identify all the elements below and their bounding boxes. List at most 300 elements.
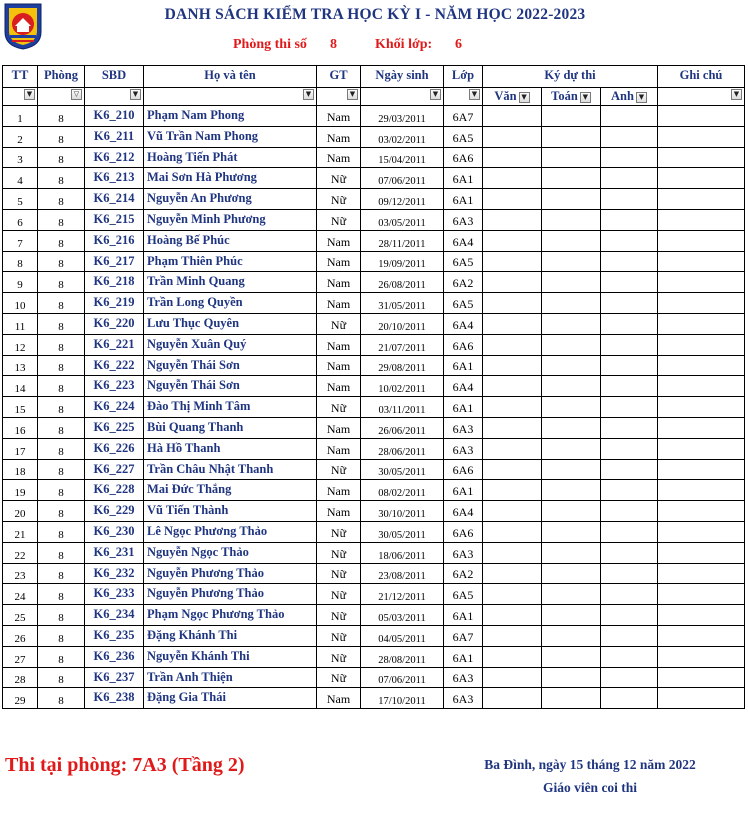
student-name: Nguyễn Minh Phương bbox=[144, 209, 317, 230]
gender: Nữ bbox=[317, 667, 361, 688]
filter-dropdown-icon[interactable]: ▼ bbox=[469, 89, 480, 100]
sign-toan-cell bbox=[542, 563, 601, 584]
class-name: 6A1 bbox=[444, 480, 483, 501]
room-number-cell: 8 bbox=[38, 438, 85, 459]
gender: Nữ bbox=[317, 168, 361, 189]
table-row bbox=[3, 459, 745, 480]
class-name: 6A6 bbox=[444, 521, 483, 542]
filter-dropdown-icon[interactable]: ▼ bbox=[24, 89, 35, 100]
table-row bbox=[3, 563, 745, 584]
student-name: Nguyễn Xuân Quý bbox=[144, 334, 317, 355]
gender: Nam bbox=[317, 230, 361, 251]
table-row bbox=[3, 646, 745, 667]
gender: Nữ bbox=[317, 646, 361, 667]
row-number: 27 bbox=[3, 646, 38, 667]
class-name: 6A7 bbox=[444, 625, 483, 646]
sign-van-cell bbox=[483, 106, 542, 127]
sign-toan-cell bbox=[542, 313, 601, 334]
sign-van-cell bbox=[483, 563, 542, 584]
header-ngay-sinh: Ngày sinh bbox=[361, 66, 444, 88]
class-name: 6A1 bbox=[444, 646, 483, 667]
sign-anh-cell bbox=[601, 646, 658, 667]
gender: Nữ bbox=[317, 189, 361, 210]
note-cell bbox=[658, 625, 745, 646]
table-row bbox=[3, 438, 745, 459]
date-of-birth: 21/12/2011 bbox=[361, 584, 444, 605]
row-number: 1 bbox=[3, 106, 38, 127]
room-number-cell: 8 bbox=[38, 397, 85, 418]
sign-van-cell bbox=[483, 542, 542, 563]
row-number: 15 bbox=[3, 397, 38, 418]
sign-toan-cell bbox=[542, 106, 601, 127]
student-name: Nguyễn Phương Thảo bbox=[144, 584, 317, 605]
sign-toan-cell bbox=[542, 438, 601, 459]
student-name: Đào Thị Minh Tâm bbox=[144, 397, 317, 418]
sign-anh-cell bbox=[601, 334, 658, 355]
date-of-birth: 08/02/2011 bbox=[361, 480, 444, 501]
note-cell bbox=[658, 147, 745, 168]
sign-anh-cell bbox=[601, 521, 658, 542]
note-cell bbox=[658, 584, 745, 605]
candidate-number: K6_234 bbox=[85, 605, 144, 626]
sign-toan-cell bbox=[542, 126, 601, 147]
row-number: 4 bbox=[3, 168, 38, 189]
gender: Nữ bbox=[317, 521, 361, 542]
row-number: 2 bbox=[3, 126, 38, 147]
table-row bbox=[3, 334, 745, 355]
subheader-toan: Toán ▼ bbox=[542, 88, 601, 106]
note-cell bbox=[658, 542, 745, 563]
date-of-birth: 15/04/2011 bbox=[361, 147, 444, 168]
note-cell bbox=[658, 521, 745, 542]
table-row bbox=[3, 376, 745, 397]
class-name: 6A6 bbox=[444, 334, 483, 355]
sign-toan-cell bbox=[542, 625, 601, 646]
date-of-birth: 30/10/2011 bbox=[361, 501, 444, 522]
table-row bbox=[3, 397, 745, 418]
note-cell bbox=[658, 251, 745, 272]
room-number-cell: 8 bbox=[38, 459, 85, 480]
table-row bbox=[3, 417, 745, 438]
student-name: Lưu Thục Quyên bbox=[144, 313, 317, 334]
class-name: 6A3 bbox=[444, 438, 483, 459]
row-number: 28 bbox=[3, 667, 38, 688]
filter-dropdown-icon[interactable]: ▼ bbox=[731, 89, 742, 100]
room-number-cell: 8 bbox=[38, 106, 85, 127]
table-row bbox=[3, 168, 745, 189]
table-row bbox=[3, 230, 745, 251]
room-number-cell: 8 bbox=[38, 313, 85, 334]
candidate-number: K6_225 bbox=[85, 417, 144, 438]
candidate-number: K6_232 bbox=[85, 563, 144, 584]
gender: Nữ bbox=[317, 209, 361, 230]
gender: Nam bbox=[317, 688, 361, 709]
date-of-birth: 30/05/2011 bbox=[361, 459, 444, 480]
candidate-number: K6_233 bbox=[85, 584, 144, 605]
sign-anh-cell bbox=[601, 293, 658, 314]
sign-toan-cell bbox=[542, 417, 601, 438]
candidate-number: K6_237 bbox=[85, 667, 144, 688]
sign-anh-cell bbox=[601, 667, 658, 688]
student-name: Trần Anh Thiện bbox=[144, 667, 317, 688]
table-row bbox=[3, 584, 745, 605]
room-number-cell: 8 bbox=[38, 542, 85, 563]
room-number-cell: 8 bbox=[38, 521, 85, 542]
date-of-birth: 10/02/2011 bbox=[361, 376, 444, 397]
room-number-cell: 8 bbox=[38, 126, 85, 147]
note-cell bbox=[658, 376, 745, 397]
sign-van-cell bbox=[483, 334, 542, 355]
sign-anh-cell bbox=[601, 688, 658, 709]
sign-anh-cell bbox=[601, 625, 658, 646]
date-of-birth: 21/07/2011 bbox=[361, 334, 444, 355]
student-name: Nguyễn Khánh Thi bbox=[144, 646, 317, 667]
table-row bbox=[3, 605, 745, 626]
gender: Nam bbox=[317, 501, 361, 522]
document-title: DANH SÁCH KIỂM TRA HỌC KỲ I - NĂM HỌC 2022-2023 bbox=[164, 6, 586, 23]
sign-anh-cell bbox=[601, 501, 658, 522]
header-ghi-chu: Ghi chú bbox=[658, 66, 745, 88]
filter-dropdown-icon[interactable]: ▼ bbox=[430, 89, 441, 100]
sign-anh-cell bbox=[601, 584, 658, 605]
candidate-number: K6_215 bbox=[85, 209, 144, 230]
gender: Nam bbox=[317, 147, 361, 168]
sign-van-cell bbox=[483, 480, 542, 501]
date-line: Ba Đình, ngày 15 tháng 12 năm 2022 bbox=[484, 757, 696, 772]
candidate-number: K6_216 bbox=[85, 230, 144, 251]
sign-anh-cell bbox=[601, 189, 658, 210]
sign-toan-cell bbox=[542, 168, 601, 189]
class-name: 6A3 bbox=[444, 209, 483, 230]
candidate-number: K6_210 bbox=[85, 106, 144, 127]
sign-toan-cell bbox=[542, 397, 601, 418]
sign-van-cell bbox=[483, 209, 542, 230]
note-cell bbox=[658, 438, 745, 459]
table-row bbox=[3, 480, 745, 501]
note-cell bbox=[658, 313, 745, 334]
student-name: Nguyễn Thái Sơn bbox=[144, 355, 317, 376]
gender: Nam bbox=[317, 355, 361, 376]
date-of-birth: 30/05/2011 bbox=[361, 521, 444, 542]
table-row bbox=[3, 355, 745, 376]
date-of-birth: 28/08/2011 bbox=[361, 646, 444, 667]
filter-dropdown-icon[interactable]: ▼ bbox=[580, 92, 591, 103]
row-number: 14 bbox=[3, 376, 38, 397]
student-name: Vũ Tiến Thành bbox=[144, 501, 317, 522]
candidate-number: K6_218 bbox=[85, 272, 144, 293]
candidate-number: K6_230 bbox=[85, 521, 144, 542]
student-name: Phạm Thiên Phúc bbox=[144, 251, 317, 272]
note-cell bbox=[658, 230, 745, 251]
date-of-birth: 26/08/2011 bbox=[361, 272, 444, 293]
sign-van-cell bbox=[483, 147, 542, 168]
sign-anh-cell bbox=[601, 563, 658, 584]
gender: Nam bbox=[317, 106, 361, 127]
filter-cell-gt bbox=[317, 88, 361, 106]
sign-van-cell bbox=[483, 313, 542, 334]
sign-anh-cell bbox=[601, 459, 658, 480]
candidate-number: K6_212 bbox=[85, 147, 144, 168]
date-of-birth: 28/06/2011 bbox=[361, 438, 444, 459]
filter-active-icon[interactable]: ▽ bbox=[71, 89, 82, 100]
sign-anh-cell bbox=[601, 605, 658, 626]
sign-van-cell bbox=[483, 584, 542, 605]
table-row bbox=[3, 521, 745, 542]
gender: Nam bbox=[317, 293, 361, 314]
sign-van-cell bbox=[483, 688, 542, 709]
date-of-birth: 28/11/2011 bbox=[361, 230, 444, 251]
exam-room-note: Thi tại phòng: 7A3 (Tầng 2) bbox=[5, 754, 245, 776]
note-cell bbox=[658, 417, 745, 438]
subheader-anh: Anh ▼ bbox=[601, 88, 658, 106]
grade-number: 6 bbox=[455, 37, 462, 52]
row-number: 6 bbox=[3, 209, 38, 230]
gender: Nam bbox=[317, 417, 361, 438]
gender: Nữ bbox=[317, 605, 361, 626]
table-row bbox=[3, 293, 745, 314]
sign-anh-cell bbox=[601, 272, 658, 293]
note-cell bbox=[658, 501, 745, 522]
note-cell bbox=[658, 459, 745, 480]
sign-anh-cell bbox=[601, 397, 658, 418]
room-number-cell: 8 bbox=[38, 230, 85, 251]
note-cell bbox=[658, 272, 745, 293]
date-of-birth: 09/12/2011 bbox=[361, 189, 444, 210]
gender: Nữ bbox=[317, 625, 361, 646]
date-of-birth: 03/05/2011 bbox=[361, 209, 444, 230]
table-row bbox=[3, 272, 745, 293]
class-name: 6A1 bbox=[444, 397, 483, 418]
note-cell bbox=[658, 106, 745, 127]
sign-anh-cell bbox=[601, 542, 658, 563]
header-ky-du-thi: Ký dự thi bbox=[483, 66, 658, 88]
gender: Nam bbox=[317, 251, 361, 272]
row-number: 10 bbox=[3, 293, 38, 314]
gender: Nữ bbox=[317, 563, 361, 584]
row-number: 13 bbox=[3, 355, 38, 376]
gender: Nam bbox=[317, 438, 361, 459]
room-number: 8 bbox=[330, 37, 337, 52]
candidate-number: K6_220 bbox=[85, 313, 144, 334]
class-name: 6A6 bbox=[444, 459, 483, 480]
note-cell bbox=[658, 480, 745, 501]
sign-van-cell bbox=[483, 230, 542, 251]
sign-van-cell bbox=[483, 417, 542, 438]
class-name: 6A1 bbox=[444, 189, 483, 210]
candidate-number: K6_221 bbox=[85, 334, 144, 355]
student-name: Vũ Trần Nam Phong bbox=[144, 126, 317, 147]
note-cell bbox=[658, 189, 745, 210]
class-name: 6A4 bbox=[444, 230, 483, 251]
table-row bbox=[3, 542, 745, 563]
row-number: 9 bbox=[3, 272, 38, 293]
student-name: Phạm Ngọc Phương Thảo bbox=[144, 605, 317, 626]
candidate-number: K6_222 bbox=[85, 355, 144, 376]
date-of-birth: 18/06/2011 bbox=[361, 542, 444, 563]
date-of-birth: 05/03/2011 bbox=[361, 605, 444, 626]
class-name: 6A3 bbox=[444, 417, 483, 438]
filter-dropdown-icon[interactable]: ▼ bbox=[130, 89, 141, 100]
table-row bbox=[3, 625, 745, 646]
sign-van-cell bbox=[483, 293, 542, 314]
sign-van-cell bbox=[483, 126, 542, 147]
table-row bbox=[3, 313, 745, 334]
sign-toan-cell bbox=[542, 667, 601, 688]
class-name: 6A6 bbox=[444, 147, 483, 168]
filter-dropdown-icon[interactable]: ▼ bbox=[347, 89, 358, 100]
student-name: Bùi Quang Thanh bbox=[144, 417, 317, 438]
sign-van-cell bbox=[483, 521, 542, 542]
candidate-number: K6_223 bbox=[85, 376, 144, 397]
sign-toan-cell bbox=[542, 480, 601, 501]
class-name: 6A7 bbox=[444, 106, 483, 127]
sign-van-cell bbox=[483, 625, 542, 646]
student-name: Lê Ngọc Phương Thảo bbox=[144, 521, 317, 542]
header-sbd: SBD bbox=[85, 66, 144, 88]
candidate-number: K6_228 bbox=[85, 480, 144, 501]
table-row bbox=[3, 501, 745, 522]
gender: Nữ bbox=[317, 313, 361, 334]
note-cell bbox=[658, 688, 745, 709]
row-number: 18 bbox=[3, 459, 38, 480]
note-cell bbox=[658, 168, 745, 189]
sign-toan-cell bbox=[542, 189, 601, 210]
candidate-number: K6_238 bbox=[85, 688, 144, 709]
gender: Nữ bbox=[317, 397, 361, 418]
header-lop: Lớp bbox=[444, 66, 483, 88]
candidate-number: K6_219 bbox=[85, 293, 144, 314]
room-number-cell: 8 bbox=[38, 563, 85, 584]
date-of-birth: 04/05/2011 bbox=[361, 625, 444, 646]
note-cell bbox=[658, 563, 745, 584]
date-of-birth: 03/02/2011 bbox=[361, 126, 444, 147]
gender: Nam bbox=[317, 126, 361, 147]
sign-toan-cell bbox=[542, 542, 601, 563]
note-cell bbox=[658, 397, 745, 418]
class-name: 6A5 bbox=[444, 251, 483, 272]
student-name: Trần Long Quyền bbox=[144, 293, 317, 314]
room-number-cell: 8 bbox=[38, 147, 85, 168]
note-cell bbox=[658, 209, 745, 230]
sign-van-cell bbox=[483, 168, 542, 189]
school-crest-icon bbox=[2, 2, 44, 50]
student-roster-table bbox=[2, 65, 745, 709]
room-number-cell: 8 bbox=[38, 584, 85, 605]
row-number: 19 bbox=[3, 480, 38, 501]
sign-toan-cell bbox=[542, 459, 601, 480]
sign-van-cell bbox=[483, 251, 542, 272]
sign-toan-cell bbox=[542, 147, 601, 168]
student-name: Nguyễn Thái Sơn bbox=[144, 376, 317, 397]
note-cell bbox=[658, 355, 745, 376]
student-name: Trần Minh Quang bbox=[144, 272, 317, 293]
sign-van-cell bbox=[483, 376, 542, 397]
sign-toan-cell bbox=[542, 521, 601, 542]
grade-label: Khối lớp: bbox=[375, 37, 433, 52]
row-number: 7 bbox=[3, 230, 38, 251]
row-number: 25 bbox=[3, 605, 38, 626]
table-row bbox=[3, 209, 745, 230]
note-cell bbox=[658, 605, 745, 626]
sign-anh-cell bbox=[601, 126, 658, 147]
row-number: 17 bbox=[3, 438, 38, 459]
sign-toan-cell bbox=[542, 584, 601, 605]
sign-toan-cell bbox=[542, 646, 601, 667]
sign-van-cell bbox=[483, 397, 542, 418]
filter-cell-ho-ten bbox=[144, 88, 317, 106]
row-number: 8 bbox=[3, 251, 38, 272]
filter-cell-sbd bbox=[85, 88, 144, 106]
room-number-cell: 8 bbox=[38, 688, 85, 709]
table-row bbox=[3, 688, 745, 709]
candidate-number: K6_229 bbox=[85, 501, 144, 522]
student-name: Mai Sơn Hà Phương bbox=[144, 168, 317, 189]
date-of-birth: 17/10/2011 bbox=[361, 688, 444, 709]
candidate-number: K6_211 bbox=[85, 126, 144, 147]
sign-anh-cell bbox=[601, 355, 658, 376]
sign-toan-cell bbox=[542, 501, 601, 522]
room-number-cell: 8 bbox=[38, 417, 85, 438]
header-ho-ten: Họ và tên bbox=[144, 66, 317, 88]
row-number: 11 bbox=[3, 313, 38, 334]
date-of-birth: 07/06/2011 bbox=[361, 168, 444, 189]
date-of-birth: 20/10/2011 bbox=[361, 313, 444, 334]
row-number: 21 bbox=[3, 521, 38, 542]
sign-toan-cell bbox=[542, 376, 601, 397]
class-name: 6A4 bbox=[444, 376, 483, 397]
row-number: 16 bbox=[3, 417, 38, 438]
sign-anh-cell bbox=[601, 209, 658, 230]
candidate-number: K6_217 bbox=[85, 251, 144, 272]
room-number-cell: 8 bbox=[38, 272, 85, 293]
row-number: 29 bbox=[3, 688, 38, 709]
sign-anh-cell bbox=[601, 230, 658, 251]
row-number: 26 bbox=[3, 625, 38, 646]
table-row bbox=[3, 189, 745, 210]
room-number-cell: 8 bbox=[38, 605, 85, 626]
signature-label: Giáo viên coi thi bbox=[542, 780, 638, 795]
room-number-cell: 8 bbox=[38, 625, 85, 646]
sign-toan-cell bbox=[542, 272, 601, 293]
student-name: Trần Châu Nhật Thanh bbox=[144, 459, 317, 480]
class-name: 6A1 bbox=[444, 168, 483, 189]
gender: Nam bbox=[317, 272, 361, 293]
student-name: Nguyễn Phương Thảo bbox=[144, 563, 317, 584]
sign-anh-cell bbox=[601, 313, 658, 334]
filter-dropdown-icon[interactable]: ▼ bbox=[303, 89, 314, 100]
sign-anh-cell bbox=[601, 376, 658, 397]
sign-toan-cell bbox=[542, 688, 601, 709]
class-name: 6A2 bbox=[444, 272, 483, 293]
filter-dropdown-icon[interactable]: ▼ bbox=[636, 92, 647, 103]
table-row bbox=[3, 251, 745, 272]
class-name: 6A1 bbox=[444, 355, 483, 376]
row-number: 24 bbox=[3, 584, 38, 605]
sign-anh-cell bbox=[601, 106, 658, 127]
table-row bbox=[3, 126, 745, 147]
filter-dropdown-icon[interactable]: ▼ bbox=[519, 92, 530, 103]
sign-toan-cell bbox=[542, 209, 601, 230]
room-number-cell: 8 bbox=[38, 209, 85, 230]
subheader-van: Văn ▼ bbox=[483, 88, 542, 106]
note-cell bbox=[658, 293, 745, 314]
date-of-birth: 26/06/2011 bbox=[361, 417, 444, 438]
filter-cell-tt bbox=[3, 88, 38, 106]
student-name: Nguyễn An Phương bbox=[144, 189, 317, 210]
sign-toan-cell bbox=[542, 605, 601, 626]
table-row bbox=[3, 667, 745, 688]
sign-van-cell bbox=[483, 667, 542, 688]
